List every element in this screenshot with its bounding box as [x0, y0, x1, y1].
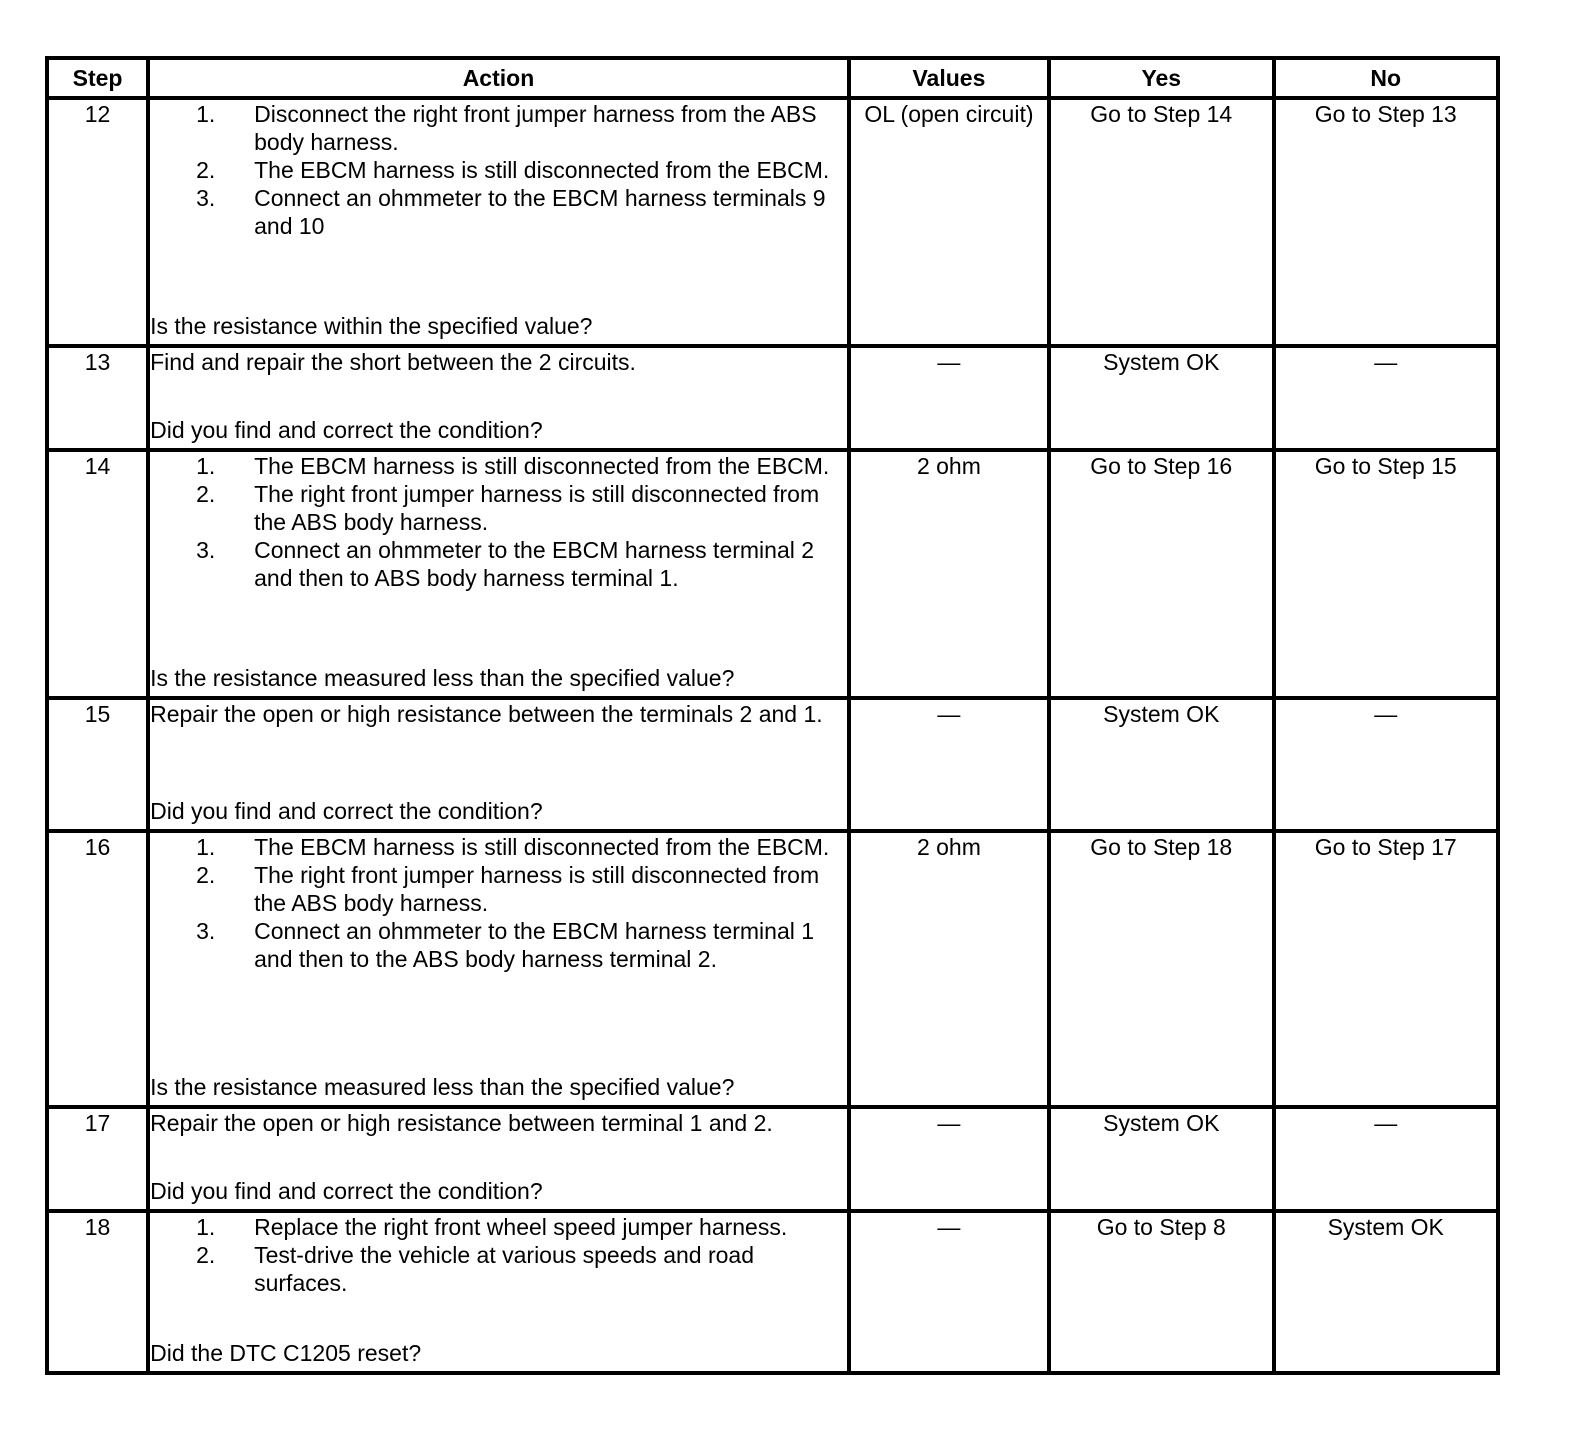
yes-outcome: Go to Step 14 [1090, 101, 1233, 127]
action-steps-list [150, 100, 847, 240]
table-row [47, 1211, 1498, 1373]
table-row [47, 450, 1498, 698]
header-yes: Yes [1049, 58, 1273, 98]
list-item-number: 2. [196, 481, 216, 507]
list-item-text: Connect an ohmmeter to the EBCM harness terminal 1 and then to the ABS body harness terminal 2. [254, 918, 815, 972]
list-item [150, 861, 847, 917]
list-item [150, 917, 847, 973]
value-cell: — [849, 1211, 1049, 1373]
no-cell [1274, 98, 1499, 346]
list-item-number: 1. [196, 1214, 216, 1240]
yes-outcome: System OK [1103, 701, 1220, 727]
step-number: 16 [47, 831, 148, 1107]
list-item-number: 1. [196, 453, 216, 479]
list-item-text: The EBCM harness is still disconnected from the EBCM. [254, 157, 830, 183]
yes-cell [1049, 1211, 1273, 1373]
value-cell: 2 ohm [849, 831, 1049, 1107]
no-cell [1274, 698, 1499, 831]
action-cell [148, 698, 849, 831]
no-cell [1274, 831, 1499, 1107]
no-cell [1274, 1211, 1499, 1373]
step-number: 13 [47, 346, 148, 450]
table-row [47, 1107, 1498, 1211]
list-item-text: Connect an ohmmeter to the EBCM harness terminals 9 and 10 [254, 185, 826, 239]
list-item-number: 3. [196, 185, 216, 211]
list-item [150, 536, 847, 592]
action-steps-list [150, 833, 847, 973]
action-question: Is the resistance measured less than the specified value? [150, 1074, 735, 1100]
list-item-text: The EBCM harness is still disconnected from the EBCM. [254, 834, 830, 860]
list-item-text: The right front jumper harness is still disconnected from the ABS body harness. [254, 481, 820, 535]
list-item [150, 184, 847, 240]
list-item-text: The EBCM harness is still disconnected from the EBCM. [254, 453, 830, 479]
value-cell: 2 ohm [849, 450, 1049, 698]
yes-cell [1049, 346, 1273, 450]
yes-cell [1049, 1107, 1273, 1211]
diagnostic-table [45, 56, 1500, 1375]
no-cell [1274, 346, 1499, 450]
header-row [47, 58, 1498, 98]
list-item-number: 3. [196, 537, 216, 563]
value-cell: — [849, 698, 1049, 831]
action-question: Did you find and correct the condition? [150, 798, 543, 824]
no-outcome: Go to Step 13 [1314, 101, 1457, 127]
action-instruction: Find and repair the short between the 2 circuits. [150, 349, 636, 375]
no-cell [1274, 1107, 1499, 1211]
step-number: 18 [47, 1211, 148, 1373]
yes-cell [1049, 450, 1273, 698]
header-values: Values [849, 58, 1049, 98]
action-question: Did you find and correct the condition? [150, 417, 543, 443]
action-cell [148, 450, 849, 698]
action-instruction: Repair the open or high resistance between terminal 1 and 2. [150, 1110, 773, 1136]
action-steps-list [150, 452, 847, 592]
yes-outcome: System OK [1103, 1110, 1220, 1136]
yes-cell [1049, 831, 1273, 1107]
header-step: Step [47, 58, 148, 98]
yes-outcome: Go to Step 16 [1090, 453, 1233, 479]
step-number: 15 [47, 698, 148, 831]
list-item-text: Disconnect the right front jumper harness from the ABS body harness. [254, 101, 817, 155]
value-cell: — [849, 346, 1049, 450]
no-outcome: System OK [1327, 1214, 1444, 1240]
no-outcome: — [1374, 1110, 1398, 1136]
yes-cell [1049, 698, 1273, 831]
no-outcome: Go to Step 17 [1314, 834, 1457, 860]
action-cell [148, 1107, 849, 1211]
yes-outcome: Go to Step 8 [1096, 1214, 1226, 1240]
list-item-number: 2. [196, 157, 216, 183]
action-instruction: Repair the open or high resistance between the terminals 2 and 1. [150, 701, 823, 727]
list-item [150, 480, 847, 536]
list-item-text: Replace the right front wheel speed jumper harness. [254, 1214, 788, 1240]
list-item [150, 1213, 847, 1241]
header-no: No [1274, 58, 1499, 98]
no-outcome: — [1374, 349, 1398, 375]
action-cell [148, 346, 849, 450]
no-cell [1274, 450, 1499, 698]
action-steps-list [150, 1213, 847, 1297]
action-cell [148, 98, 849, 346]
yes-outcome: Go to Step 18 [1090, 834, 1233, 860]
step-number: 12 [47, 98, 148, 346]
table-row [47, 98, 1498, 346]
step-number: 17 [47, 1107, 148, 1211]
action-question: Is the resistance within the specified value? [150, 313, 593, 339]
action-cell [148, 1211, 849, 1373]
list-item-number: 3. [196, 918, 216, 944]
table-row [47, 831, 1498, 1107]
value-cell: OL (open circuit) [849, 98, 1049, 346]
list-item-number: 2. [196, 1242, 216, 1268]
list-item [150, 156, 847, 184]
no-outcome: Go to Step 15 [1314, 453, 1457, 479]
action-question: Is the resistance measured less than the specified value? [150, 665, 735, 691]
list-item [150, 452, 847, 480]
list-item-text: Connect an ohmmeter to the EBCM harness terminal 2 and then to ABS body harness terminal 1. [254, 537, 815, 591]
list-item [150, 833, 847, 861]
table-row [47, 698, 1498, 831]
header-action: Action [148, 58, 849, 98]
action-question: Did you find and correct the condition? [150, 1178, 543, 1204]
list-item-text: Test-drive the vehicle at various speeds and road surfaces. [254, 1242, 754, 1296]
action-question: Did the DTC C1205 reset? [150, 1340, 422, 1366]
table-row [47, 346, 1498, 450]
yes-cell [1049, 98, 1273, 346]
list-item [150, 1241, 847, 1297]
action-cell [148, 831, 849, 1107]
value-cell: — [849, 1107, 1049, 1211]
list-item-number: 2. [196, 862, 216, 888]
no-outcome: — [1374, 701, 1398, 727]
list-item-number: 1. [196, 834, 216, 860]
list-item-number: 1. [196, 101, 216, 127]
list-item-text: The right front jumper harness is still disconnected from the ABS body harness. [254, 862, 820, 916]
list-item [150, 100, 847, 156]
step-number: 14 [47, 450, 148, 698]
yes-outcome: System OK [1103, 349, 1220, 375]
